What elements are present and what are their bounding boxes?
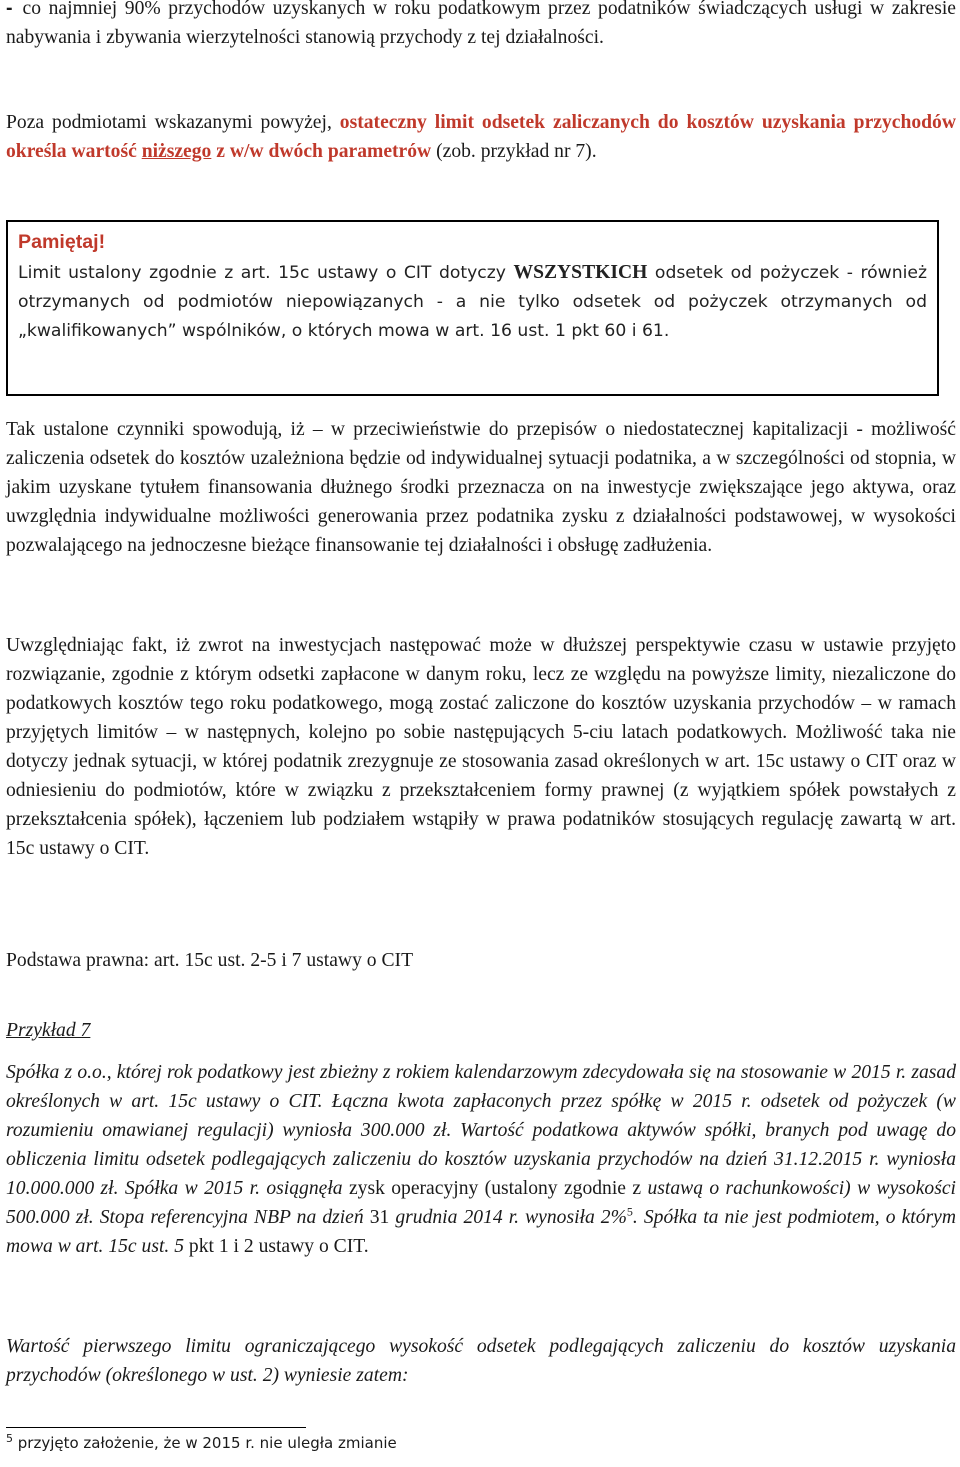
example-conclusion bbox=[6, 1332, 956, 1390]
example-text: grudnia 2014 r. wynosiła 2% bbox=[389, 1207, 627, 1228]
example-title: Przykład 7 bbox=[6, 1020, 91, 1041]
remember-box bbox=[6, 220, 939, 396]
remember-text-end: odsetek od pożyczek - również otrzymanych od podmiotów niepowiązanych - a nie tylko odsetek od pożyczek otrzymanych od „kwalifikowanych” wspólników, o których mowa w art. 16 ust. 1 pkt 60 i 61. bbox=[18, 263, 928, 341]
example-text: . Spółka ta nie jest podmiotem, o którym mowa w art. 15c ust. 5 bbox=[6, 1207, 956, 1257]
list-dash: - bbox=[6, 0, 13, 19]
para1-text: Poza podmiotami wskazanymi powyżej, bbox=[6, 112, 340, 133]
example-text: ustawą o rachunkowości) w wysokości 500.000 zł. Stopa referencyjna NBP na dzień bbox=[6, 1178, 956, 1228]
example-text: zysk operacyjny (ustalony zgodnie z bbox=[342, 1178, 642, 1199]
paragraph-limit bbox=[6, 108, 956, 166]
para3-text: Uwzględniając fakt, iż zwrot na inwestycjach następować może w dłuższej perspektywie czasu w ustawie przyjęto rozwiązanie, zgodnie z którym odsetki zapłacone w danym roku, lecz ze względu na powyższe limity, niezaliczone do podatkowych kosztów tego roku podatkowego, mogą zostać zaliczone do kosztów uzyskania przychodów – w ramach przyjętych limitów – w następnych, kolejno po sobie następujących 5-ciu latach podatkowych. Możliwość taka nie dotyczy jednak sytuacji, w której podatnik zrezygnuje ze stosowania zasad określonych w art. 15c ustawy o CIT oraz w odniesieniu do podmiotów, które w związku z przekształceniem formy prawnej (z wyjątkiem spółek powstałych z przekształcenia spółek), łączeniem lub podziałem wstąpiły w prawa podatników stosujących regulację zawartą w art. 15c ustawy o CIT. bbox=[6, 635, 956, 859]
legal-basis bbox=[6, 946, 956, 975]
remember-strong: WSZYSTKICH bbox=[513, 262, 648, 283]
paragraph-factors bbox=[6, 415, 956, 560]
footnote bbox=[6, 1433, 397, 1453]
footnote-text: przyjęto założenie, że w 2015 r. nie uległa zmianie bbox=[13, 1434, 397, 1452]
example-text: Spółka z o.o., której rok podatkowy jest zbieżny z rokiem kalendarzowym zdecydowała się na stosowanie w 2015 r. zasad określonych w art. 15c ustawy o CIT. Łączna kwota zapłaconych przez spółkę w 2015 r. odsetek od pożyczek (w rozumieniu omawianej regulacji) wyniosła 300.000 zł. Wartość podatkowa aktywów spółki, branych pod uwagę do obliczenia limitu odsetek podlegających zaliczeniu do kosztów uzyskania przychodów na dzień 31.12.2015 r. wyniosła 10.000.000 zł. Spółka w 2015 r. osiągnęła bbox=[6, 1062, 956, 1199]
footnote-separator bbox=[6, 1427, 306, 1428]
remember-title: Pamiętaj! bbox=[18, 231, 106, 253]
footnote-reference: 5 bbox=[626, 1204, 633, 1219]
list-item-text: co najmniej 90% przychodów uzyskanych w roku podatkowym przez podatników świadczących usługi w zakresie nabywania i zbywania wierzytelności stanowią przychody z tej działalności. bbox=[6, 0, 956, 48]
para1-underlined: niższego bbox=[141, 141, 212, 162]
para1-bold-end: z w/w dwóch parametrów bbox=[211, 141, 432, 162]
para1-ref: (zob. przykład nr 7). bbox=[431, 141, 597, 162]
example-text: 31 bbox=[363, 1207, 390, 1228]
example-body bbox=[6, 1058, 956, 1261]
paragraph-carryover bbox=[6, 631, 956, 863]
conclusion-text: Wartość pierwszego limitu ograniczającego wysokość odsetek podlegających zaliczeniu do kosztów uzyskania przychodów (określonego w ust. 2) wyniesie zatem: bbox=[6, 1336, 956, 1386]
example-text: pkt 1 i 2 ustawy o CIT. bbox=[184, 1236, 369, 1257]
footnote-mark: 5 bbox=[6, 1432, 13, 1445]
para2-text: Tak ustalone czynniki spowodują, iż – w przeciwieństwie do przepisów o niedostatecznej kapitalizacji - możliwość zaliczenia odsetek do kosztów uzależniona będzie od indywidualnej sytuacji podatnika, a w szczególności od stopnia, w jakim uzyskane tytułem finansowania dłużnego środki przeznacza on na inwestycje zwiększające jego aktywa, oraz uwzględnia indywidualne możliwości generowania przez podatnika zysku z działalności podstawowej, w wysokości pozwalającego na jednoczesne bieżące finansowanie tej działalności i obsługę zadłużenia. bbox=[6, 419, 956, 556]
legal-basis-text: Podstawa prawna: art. 15c ust. 2-5 i 7 ustawy o CIT bbox=[6, 950, 414, 971]
remember-text: Limit ustalony zgodnie z art. 15c ustawy o CIT dotyczy bbox=[18, 263, 514, 283]
para1-bold: ostateczny limit odsetek zaliczanych do kosztów uzyskania przychodów określa wartość bbox=[6, 112, 956, 162]
example-heading bbox=[6, 1016, 956, 1045]
list-item bbox=[6, 0, 956, 52]
